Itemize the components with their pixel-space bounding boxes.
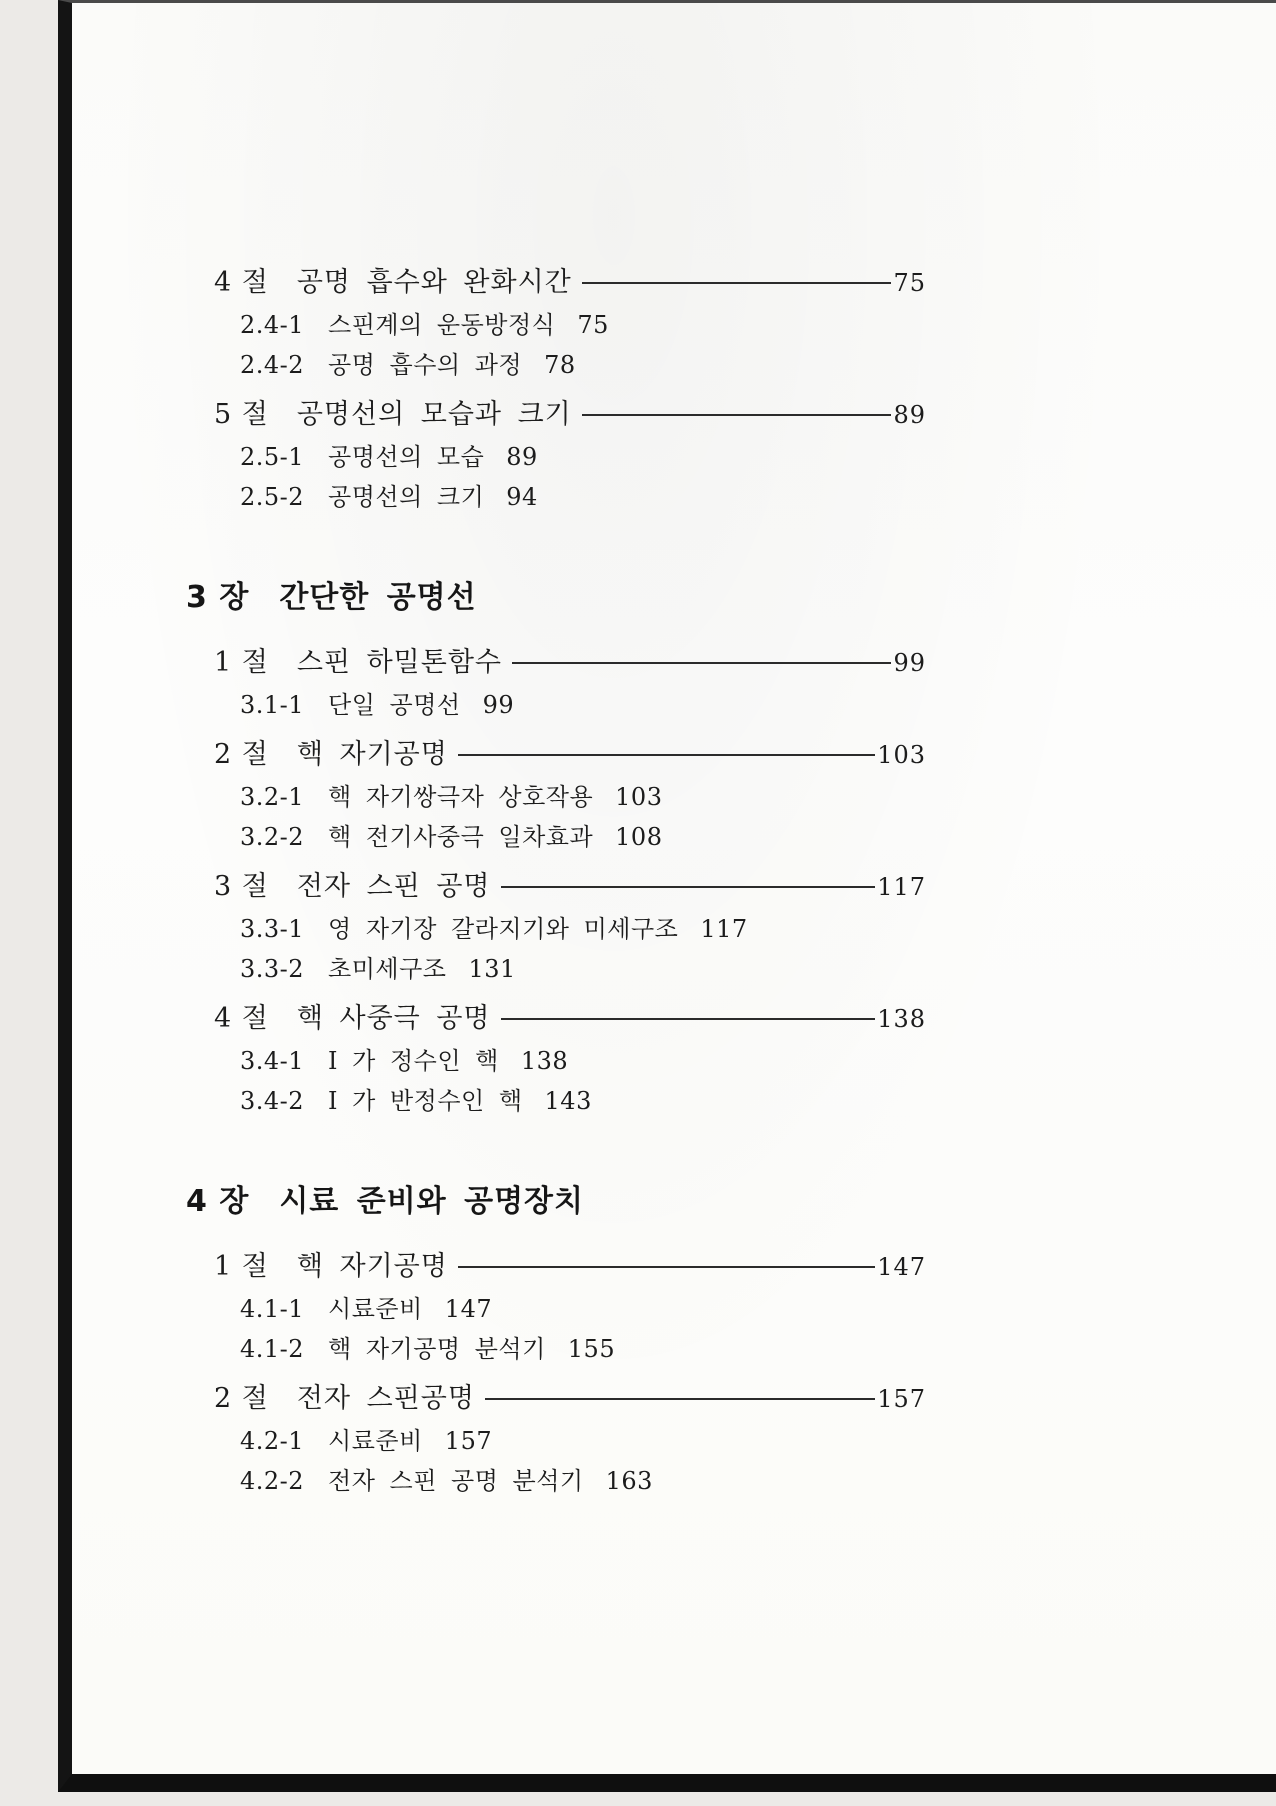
toc-entry-label: 3 장 (186, 580, 250, 615)
toc-entry-page: 99 (482, 691, 515, 719)
toc-entry-title: 핵 자기쌍극자 상호작용 (328, 783, 594, 811)
toc-entry-title: 핵 자기공명 (296, 739, 448, 770)
toc-entry-title: 핵 사중극 공명 (296, 1003, 491, 1034)
toc-row (214, 1461, 926, 1501)
toc-entry-page: 117 (877, 873, 926, 901)
toc-entry-page: 147 (877, 1253, 926, 1281)
toc-entry-page: 117 (700, 915, 748, 943)
toc-entry-label: 4.2-2 (240, 1467, 305, 1495)
toc-entry-label: 4 절 (214, 267, 269, 298)
toc-entry-title: 영 자기장 갈라지기와 미세구조 (328, 915, 679, 943)
toc-entry-label: 2.4-1 (240, 311, 305, 339)
toc-entry-page: 75 (577, 311, 609, 339)
toc-row (214, 1377, 926, 1421)
toc-entry-page: 99 (893, 649, 926, 677)
toc-entry-title: 핵 자기공명 (296, 1251, 448, 1282)
toc-entry-label: 1 절 (214, 647, 269, 678)
leader-line (582, 282, 892, 284)
leader-line (458, 754, 875, 756)
toc-entry-title: I 가 반정수인 핵 (328, 1087, 523, 1115)
toc-row (214, 1245, 926, 1289)
toc-entry-title: 간단한 공명선 (279, 580, 477, 615)
toc-entry-label: 3.4-2 (240, 1087, 305, 1115)
leader-line (501, 1018, 876, 1020)
toc-entry-title: 공명선의 크기 (328, 483, 485, 511)
toc-entry-page: 75 (893, 269, 926, 297)
toc-entry-label: 3.1-1 (240, 691, 305, 719)
toc-entry-title: I 가 정수인 핵 (328, 1047, 499, 1075)
toc-entry-page: 147 (444, 1295, 493, 1323)
toc-row (214, 685, 926, 725)
toc-entry-title: 스핀 하밀톤함수 (296, 647, 502, 678)
toc-row (214, 909, 926, 949)
leader-line (458, 1266, 875, 1268)
leader-line (582, 414, 892, 416)
toc-entry-label: 4.2-1 (240, 1427, 305, 1455)
toc-row (214, 817, 926, 857)
toc-entry-label: 3.3-1 (240, 915, 305, 943)
toc-entry-label: 3.2-2 (240, 823, 305, 851)
leader-line (501, 886, 876, 888)
toc-entry-page: 94 (506, 483, 538, 511)
toc-entry-label: 2.4-2 (240, 351, 305, 379)
toc-row (214, 865, 926, 909)
toc-row (214, 393, 926, 437)
toc-entry-label: 3.4-1 (240, 1047, 305, 1075)
toc-entry-label: 3.3-2 (240, 955, 305, 983)
toc-row (214, 1081, 926, 1121)
toc-entry-page: 155 (567, 1335, 616, 1363)
toc-entry-page: 103 (877, 741, 926, 769)
toc-entry-title: 전자 스핀 공명 분석기 (328, 1467, 584, 1495)
toc-entry-page: 143 (544, 1087, 592, 1115)
scanned-page (58, 0, 1276, 1792)
toc-entry-label: 4.1-2 (240, 1335, 305, 1363)
toc-entry-page: 131 (468, 955, 516, 983)
toc-entry-title: 핵 전기사중극 일차효과 (328, 823, 594, 851)
toc-entry-title: 전자 스핀공명 (296, 1383, 475, 1414)
toc-entry-title: 공명선의 모습과 크기 (296, 399, 572, 430)
toc-row (214, 477, 926, 517)
toc-row (214, 305, 926, 345)
toc-entry-page: 108 (615, 823, 663, 851)
toc-entry-title: 시료준비 (328, 1427, 423, 1455)
toc-entry-label: 4.1-1 (240, 1295, 305, 1323)
toc-entry-label: 3.2-1 (240, 783, 305, 811)
table-of-contents (72, 3, 926, 1501)
toc-entry-title: 시료준비 (328, 1295, 423, 1323)
toc-entry-title: 전자 스핀 공명 (296, 871, 491, 902)
toc-entry-label: 4 장 (186, 1184, 250, 1219)
toc-entry-title: 단일 공명선 (328, 691, 461, 719)
toc-row (214, 949, 926, 989)
toc-entry-label: 4 절 (214, 1003, 269, 1034)
toc-row (214, 641, 926, 685)
toc-entry-title: 공명 흡수의 과정 (328, 351, 523, 379)
leader-line (512, 662, 891, 664)
toc-row (214, 437, 926, 477)
toc-entry-label: 5 절 (214, 399, 269, 430)
toc-entry-label: 2 절 (214, 1383, 269, 1414)
toc-row (214, 997, 926, 1041)
toc-row (214, 345, 926, 385)
toc-row (214, 1041, 926, 1081)
toc-entry-title: 공명선의 모습 (328, 443, 485, 471)
toc-entry-title: 핵 자기공명 분석기 (328, 1335, 546, 1363)
toc-entry-page: 89 (893, 401, 926, 429)
toc-entry-page: 157 (877, 1385, 926, 1413)
chapter-heading (186, 575, 926, 621)
toc-entry-title: 스핀계의 운동방정식 (328, 311, 556, 339)
toc-entry-title: 시료 준비와 공명장치 (279, 1184, 585, 1219)
toc-entry-page: 78 (544, 351, 576, 379)
toc-entry-page: 163 (605, 1467, 653, 1495)
toc-entry-label: 2.5-2 (240, 483, 305, 511)
toc-entry-title: 공명 흡수와 완화시간 (296, 267, 572, 298)
toc-row (214, 777, 926, 817)
chapter-heading (186, 1179, 926, 1225)
toc-row (214, 1329, 926, 1369)
leader-line (485, 1398, 875, 1400)
toc-entry-page: 103 (615, 783, 663, 811)
toc-row (214, 261, 926, 305)
toc-entry-label: 1 절 (214, 1251, 269, 1282)
toc-row (214, 1289, 926, 1329)
toc-entry-page: 157 (444, 1427, 493, 1455)
toc-entry-label: 3 절 (214, 871, 269, 902)
toc-row (214, 1421, 926, 1461)
toc-entry-page: 89 (506, 443, 538, 471)
toc-row (214, 733, 926, 777)
toc-entry-page: 138 (520, 1047, 569, 1075)
toc-entry-label: 2 절 (214, 739, 269, 770)
toc-entry-title: 초미세구조 (328, 955, 447, 983)
toc-entry-page: 138 (877, 1005, 926, 1033)
toc-entry-label: 2.5-1 (240, 443, 305, 471)
